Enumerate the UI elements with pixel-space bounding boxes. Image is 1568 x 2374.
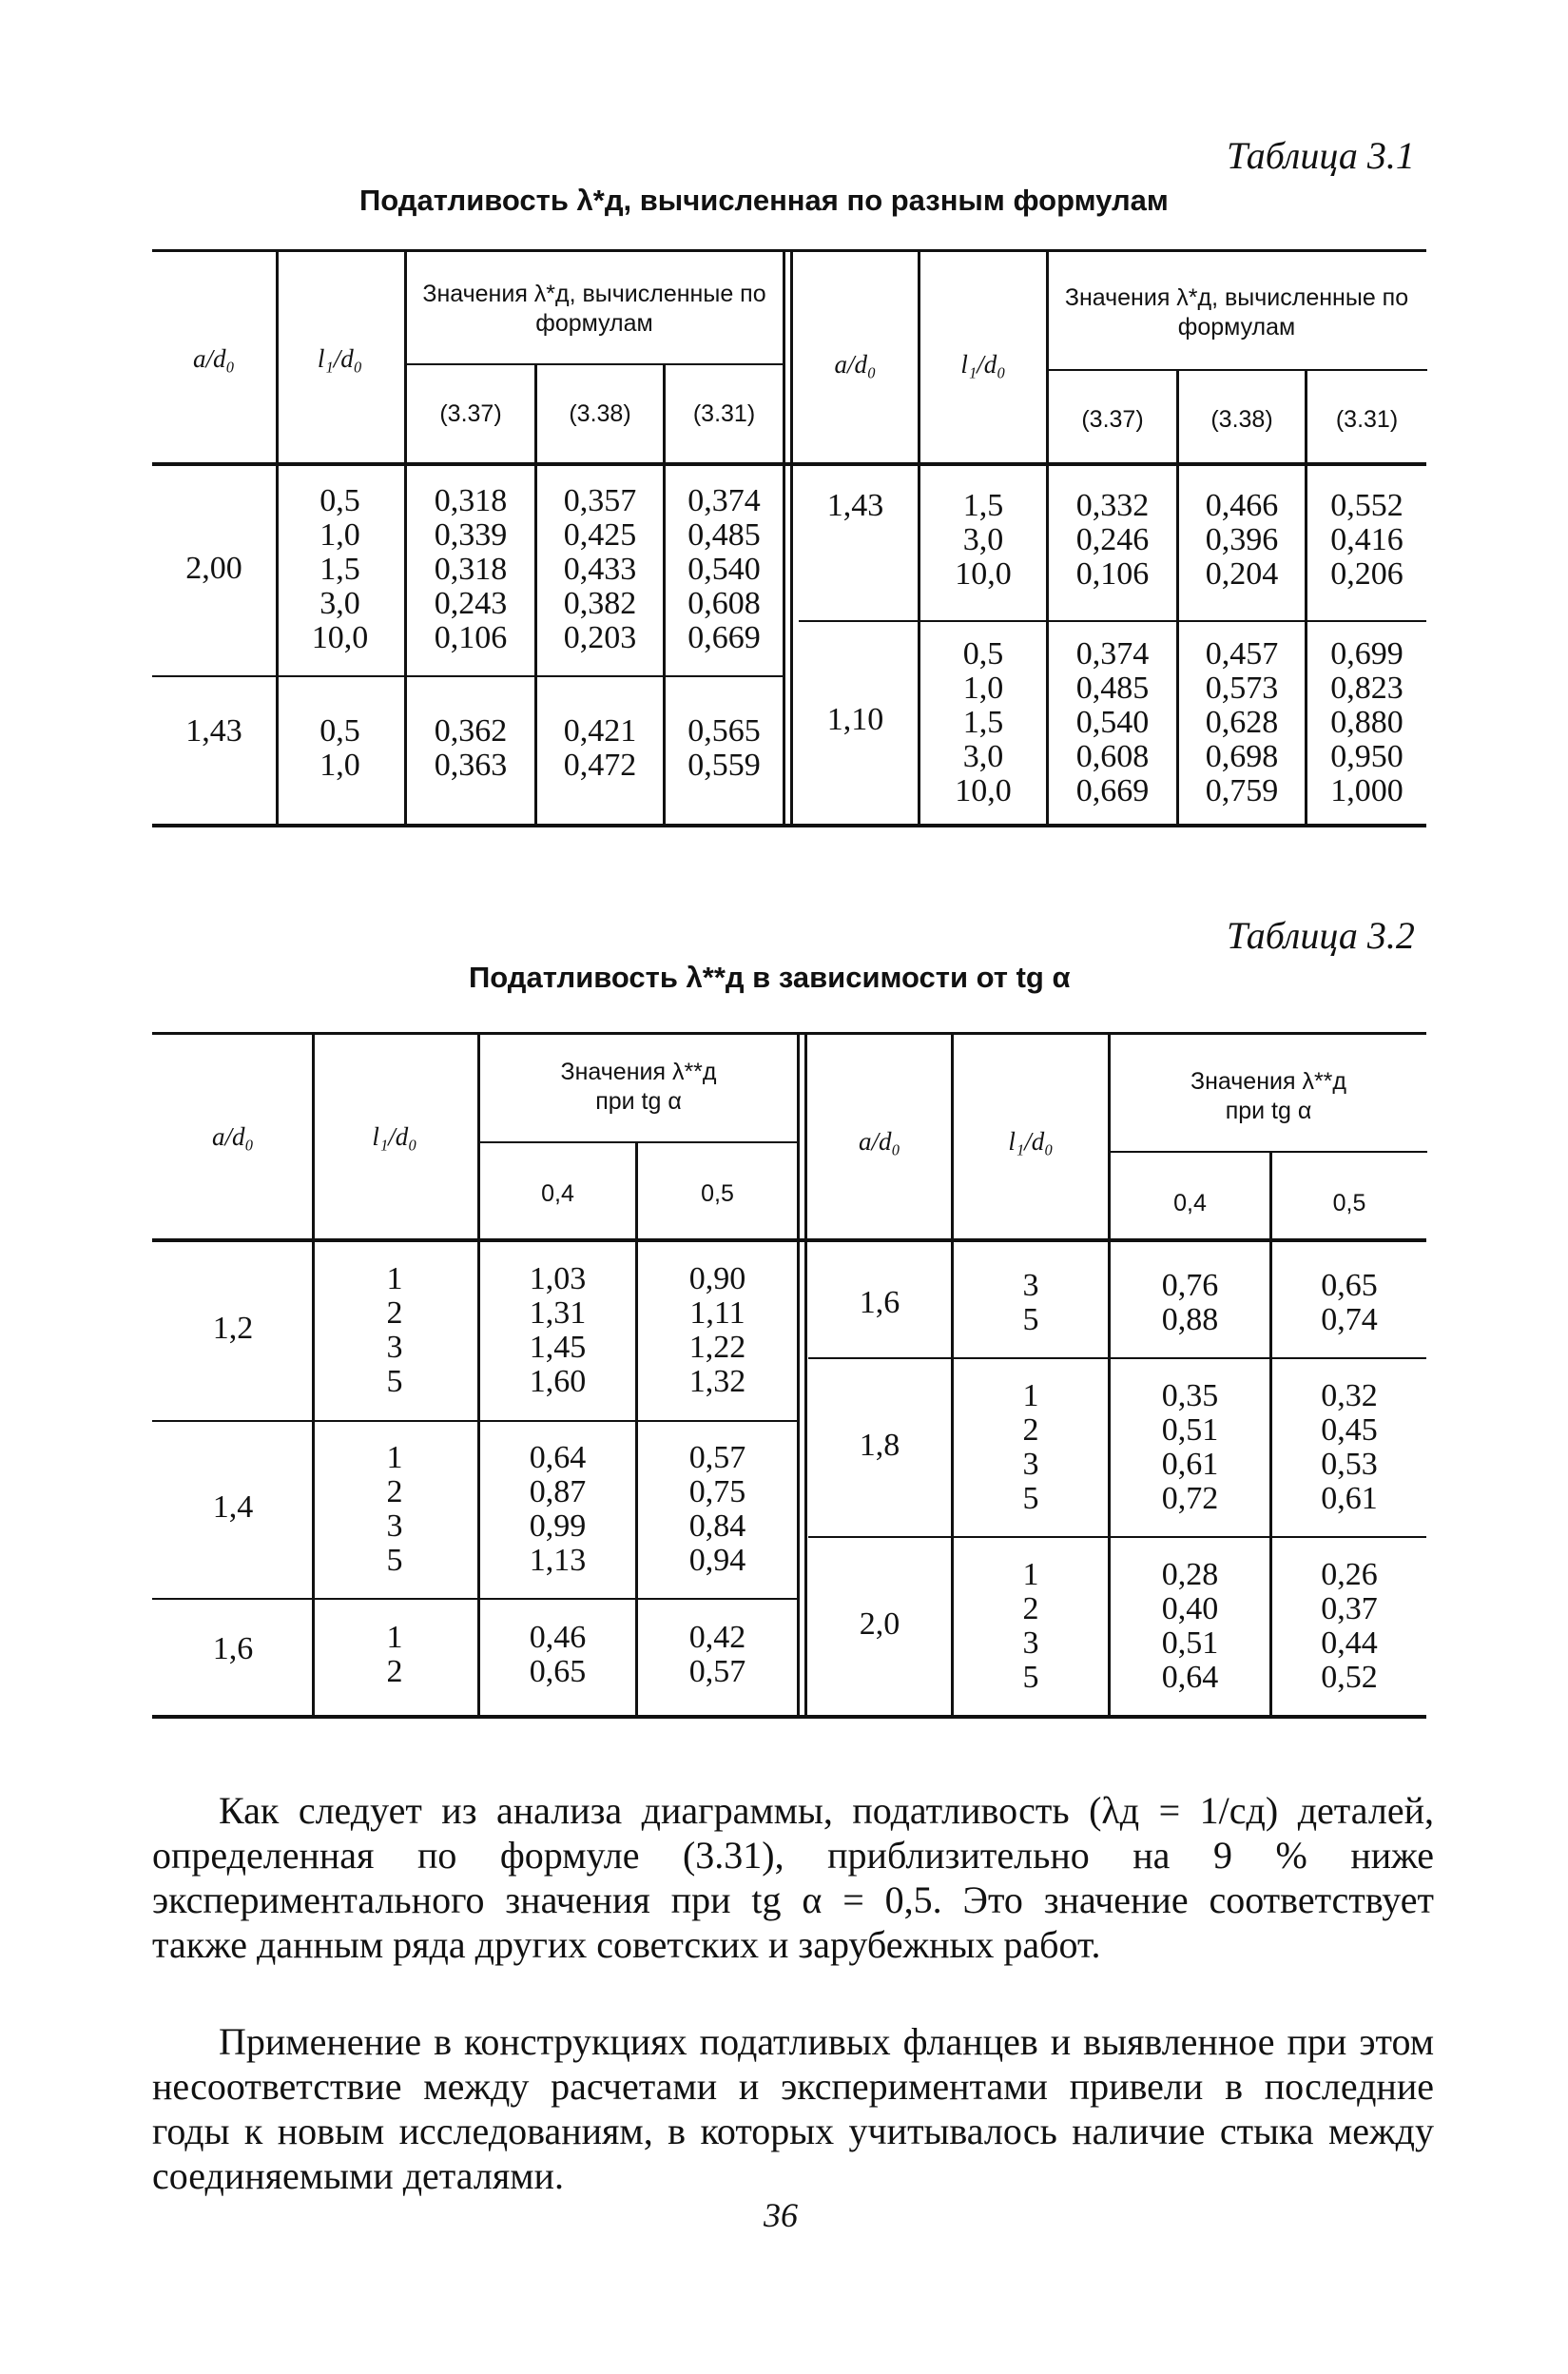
table2-header-group-right-line2: при tg α — [1225, 1098, 1312, 1124]
table1-right-c1: 0,332 0,246 0,106 — [1075, 488, 1150, 592]
table2-title: Податливость λ**д в зависимости от tg α — [469, 961, 1071, 994]
table2-header-a: a/d₀ — [212, 1122, 254, 1151]
table1-left-a1: 2,00 — [185, 551, 242, 586]
table1-right-c3b: 0,699 0,823 0,880 0,950 1,000 — [1330, 636, 1403, 808]
table2-right-l2: 1 2 3 5 — [1022, 1378, 1039, 1516]
table1-left-l1: 0,5 1,0 1,5 3,0 10,0 — [311, 483, 369, 655]
table1-right-c3: 0,552 0,416 0,206 — [1330, 488, 1403, 592]
table1-header-l: l₁/d₀ — [317, 344, 363, 373]
table2-right-a3: 2,0 — [859, 1606, 900, 1642]
paragraph-2: Применение в конструкциях податливых фланцев и выявленное при этом несоответствие между расчетами и экспериментами привели в последние годы к новым исследованиям, в которых учитывалось наличие стыка между соединяемыми деталями. — [152, 2020, 1434, 2197]
table2-left-c1c: 0,46 0,65 — [529, 1620, 587, 1689]
table2-header-v2-right: 0,5 — [1332, 1190, 1366, 1216]
table2-right-c2c: 0,26 0,37 0,44 0,52 — [1321, 1557, 1378, 1695]
table1-header-f3: (3.31) — [692, 400, 756, 427]
table1-header-f1: (3.37) — [439, 400, 502, 427]
table2-right-c2b: 0,32 0,45 0,53 0,61 — [1321, 1378, 1378, 1516]
page-number: 36 — [764, 2196, 798, 2234]
table1-left-c3b: 0,565 0,559 — [687, 713, 761, 783]
table2-left-l1: 1 2 3 5 — [386, 1261, 403, 1399]
table2-left-a3: 1,6 — [212, 1631, 254, 1666]
paragraph-1: Как следует из анализа диаграммы, податливость (λд = 1/cд) деталей, определенная по формуле (3.31), приблизительно на 9 % ниже экспериментального значения при tg α = 0,5. Это значение соответствует также данным ряда других советских и зарубежных работ. — [152, 1789, 1434, 1966]
table2-left-l3: 1 2 — [386, 1620, 403, 1689]
table2-right-c2a: 0,65 0,74 — [1321, 1268, 1378, 1337]
table2-right-c1c: 0,28 0,40 0,51 0,64 — [1161, 1557, 1219, 1695]
table2-right-c1b: 0,35 0,51 0,61 0,72 — [1161, 1378, 1219, 1516]
table1-header-f2: (3.38) — [569, 400, 631, 427]
table2-header-group-right-line1: Значения λ**д — [1191, 1068, 1346, 1095]
table2-right-l3: 1 2 3 5 — [1022, 1557, 1039, 1695]
table1-header-f2-right: (3.38) — [1210, 406, 1273, 433]
table1-left-c2: 0,357 0,425 0,433 0,382 0,203 — [563, 483, 637, 655]
table2-left-c2a: 0,90 1,11 1,22 1,32 — [688, 1261, 746, 1399]
table2-header-v2: 0,5 — [701, 1180, 734, 1207]
table1-header-l-right: l₁/d₀ — [960, 350, 1006, 379]
table2-left-c1b: 0,64 0,87 0,99 1,13 — [529, 1440, 587, 1578]
table1-header-group-right: Значения λ*д, вычисленные по формулам — [1064, 284, 1409, 341]
table1-right-l2: 0,5 1,0 1,5 3,0 10,0 — [955, 636, 1012, 808]
table2-header-group-line2: при tg α — [595, 1088, 682, 1115]
table2-right-l1: 3 5 — [1022, 1268, 1039, 1337]
table1-right-l1: 1,5 3,0 10,0 — [955, 488, 1012, 592]
table2-label: Таблица 3.2 — [1227, 914, 1415, 957]
table2-header-l: l₁/d₀ — [372, 1122, 417, 1151]
table1-left-c2b: 0,421 0,472 — [563, 713, 637, 783]
table1-header-f3-right: (3.31) — [1335, 406, 1399, 433]
table1-right-c2b: 0,457 0,573 0,628 0,698 0,759 — [1205, 636, 1279, 808]
table1-label: Таблица 3.1 — [1227, 134, 1415, 177]
table1-header-group: Значения λ*д, вычисленные по формулам — [422, 281, 766, 337]
table2-right-a1: 1,6 — [859, 1285, 900, 1320]
table1-left-c3: 0,374 0,485 0,540 0,608 0,669 — [687, 483, 761, 655]
table2-right-c1a: 0,76 0,88 — [1161, 1268, 1219, 1337]
table2-header-l-right: l₁/d₀ — [1008, 1127, 1054, 1156]
table2-header-v1: 0,4 — [541, 1180, 574, 1207]
table2-left-l2: 1 2 3 5 — [386, 1440, 403, 1578]
table1-right-c1b: 0,374 0,485 0,540 0,608 0,669 — [1075, 636, 1150, 808]
table1-right-c2: 0,466 0,396 0,204 — [1205, 488, 1279, 592]
table1-title: Податливость λ*д, вычисленная по разным формулам — [359, 184, 1169, 217]
table2-header-group-line1: Значения λ**д — [560, 1059, 717, 1085]
table1-left-a2: 1,43 — [185, 713, 242, 749]
table2-left-a1: 1,2 — [212, 1311, 254, 1346]
table2-header-a-right: a/d₀ — [859, 1127, 900, 1156]
table1-header-f1-right: (3.37) — [1081, 406, 1144, 433]
table1-right-a1: 1,43 — [826, 488, 884, 523]
table1-header-a-right: a/d₀ — [834, 350, 877, 379]
table1-left-c1: 0,318 0,339 0,318 0,243 0,106 — [434, 483, 508, 655]
table2-left-a2: 1,4 — [212, 1489, 254, 1525]
table1-left-l2: 0,5 1,0 — [319, 713, 360, 783]
table2-left-c1a: 1,03 1,31 1,45 1,60 — [529, 1261, 587, 1399]
table2-right-a2: 1,8 — [859, 1428, 900, 1463]
table1-header-a: a/d₀ — [193, 344, 235, 373]
table1-right-a2: 1,10 — [826, 702, 884, 737]
table2-header-v1-right: 0,4 — [1173, 1190, 1207, 1216]
table2-left-c2b: 0,57 0,75 0,84 0,94 — [688, 1440, 746, 1578]
table1-left-c1b: 0,362 0,363 — [434, 713, 508, 783]
table2-left-c2c: 0,42 0,57 — [688, 1620, 746, 1689]
